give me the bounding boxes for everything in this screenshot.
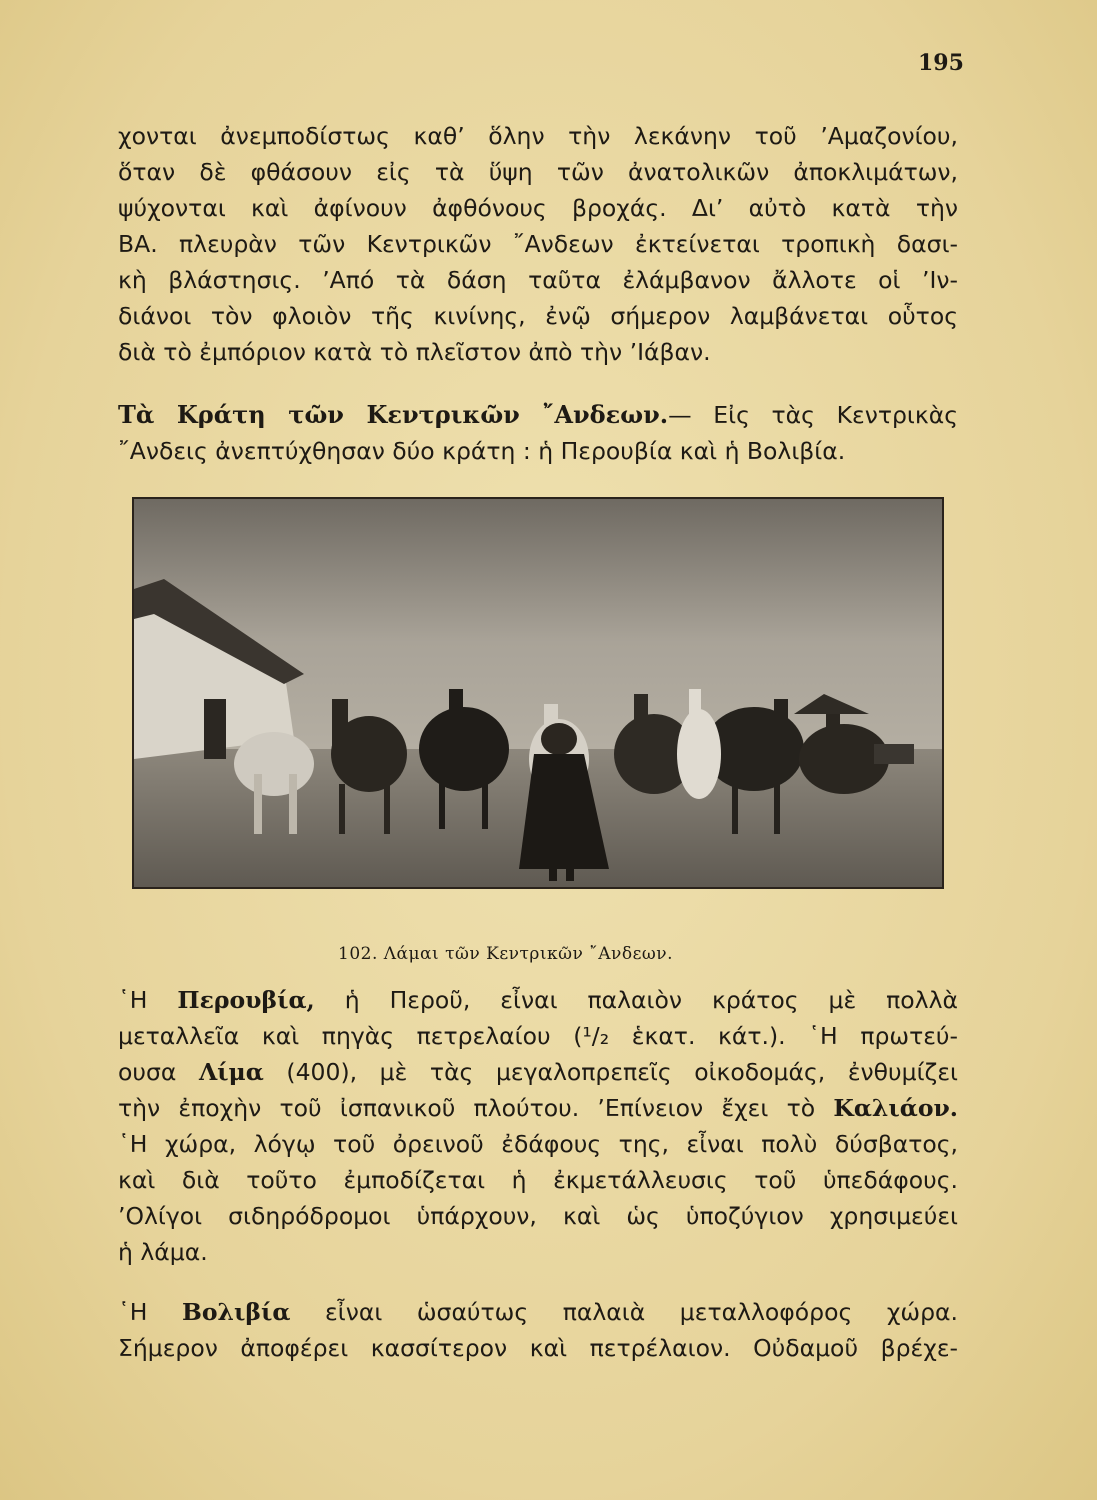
bold-term-lima: Λίμα	[198, 1058, 264, 1086]
paragraph-central-andes-states	[118, 397, 958, 469]
house-door	[204, 699, 226, 759]
text-line	[118, 982, 958, 1018]
text-run: — Εἰς τὰς Κεντρικὰς	[668, 401, 959, 429]
text-line: διάνοι τὸν φλοιὸν τῆς κινίνης, ἐνῷ σήμερον λαμβάνεται οὗτος	[118, 302, 958, 330]
text-line	[118, 1090, 958, 1126]
bold-term-peru: Περουβία,	[177, 986, 315, 1014]
text-line: ψύχονται καὶ ἀφίνουν ἀφθόνους βροχάς. Δι’ αὐτὸ κατὰ τὴν	[118, 194, 958, 222]
text-run: ῾Η	[118, 986, 178, 1014]
text-line: Σήμερον ἀποφέρει κασσίτερον καὶ πετρέλαιον. Οὐδαμοῦ βρέχε-	[118, 1334, 958, 1362]
paragraph-bolivia	[118, 1294, 958, 1366]
text-run: (400), μὲ τὰς μεγαλοπρεπεῖς οἰκοδομάς, ἐνθυμίζει	[263, 1058, 958, 1086]
paragraph-amazon-rains	[118, 118, 958, 370]
text-line: διὰ τὸ ἐμπόριον κατὰ τὸ πλεῖστον ἀπὸ τὴν ’Ιάβαν.	[118, 338, 711, 366]
text-line: μεταλλεῖα καὶ πηγὰς πετρελαίου (¹/₂ ἑκατ. κάτ.). ῾Η πρωτεύ-	[118, 1022, 958, 1050]
bold-term-bolivia: Βολιβία	[182, 1298, 291, 1326]
text-line	[118, 1294, 958, 1330]
text-line: ῎Ανδεις ἀνεπτύχθησαν δύο κράτη : ἡ Περουβία καὶ ἡ Βολιβία.	[118, 437, 846, 465]
page-number: 195	[918, 50, 964, 76]
text-line: ’Ολίγοι σιδηρόδρομοι ὑπάρχουν, καὶ ὡς ὑποζύγιον χρησιμεύει	[118, 1202, 958, 1230]
text-line: καὶ διὰ τοῦτο ἐμποδίζεται ἡ ἐκμετάλλευσις τοῦ ὑπεδάφους.	[118, 1166, 958, 1194]
text-line: ἡ λάμα.	[118, 1238, 208, 1266]
text-line: κὴ βλάστησις. ’Από τὰ δάση ταῦτα ἐλάμβανον ἄλλοτε οἱ ’Ιν-	[118, 266, 958, 294]
figure-caption: 102. Λάμαι τῶν Κεντρικῶν ῎Ανδεων.	[338, 944, 674, 964]
text-run: ουσα	[118, 1058, 199, 1086]
text-line	[118, 397, 958, 433]
text-line	[118, 1054, 958, 1090]
text-run: ἡ Περοῦ, εἶναι παλαιὸν κράτος μὲ πολλὰ	[314, 986, 958, 1014]
bold-term-callao: Καλιάον.	[833, 1094, 958, 1122]
text-run: εἶναι ὡσαύτως παλαιὰ μεταλλοφόρος χώρα.	[290, 1298, 958, 1326]
text-line: χονται ἀνεμποδίστως καθ’ ὅλην τὴν λεκάνην τοῦ ’Αμαζονίου,	[118, 122, 958, 150]
text-line: ὅταν δὲ φθάσουν εἰς τὰ ὕψη τῶν ἀνατολικῶν ἀποκλιμάτων,	[118, 158, 958, 186]
text-line: ΒΑ. πλευρὰν τῶν Κεντρικῶν ῎Ανδεων ἐκτείνεται τροπικὴ δασι-	[118, 230, 958, 258]
paragraph-peru	[118, 982, 958, 1270]
text-run: ῾Η	[118, 1298, 183, 1326]
text-run: τὴν ἐποχὴν τοῦ ἰσπανικοῦ πλούτου. ’Επίνειον ἔχει τὸ	[118, 1094, 834, 1122]
llamas-photo	[132, 497, 944, 889]
photo-illustration	[134, 499, 942, 887]
section-heading: Τὰ Κράτη τῶν Κεντρικῶν ῎Ανδεων.	[118, 400, 669, 429]
text-line: ῾Η χώρα, λόγῳ τοῦ ὀρεινοῦ ἐδάφους της, εἶναι πολὺ δύσβατος,	[118, 1130, 958, 1158]
